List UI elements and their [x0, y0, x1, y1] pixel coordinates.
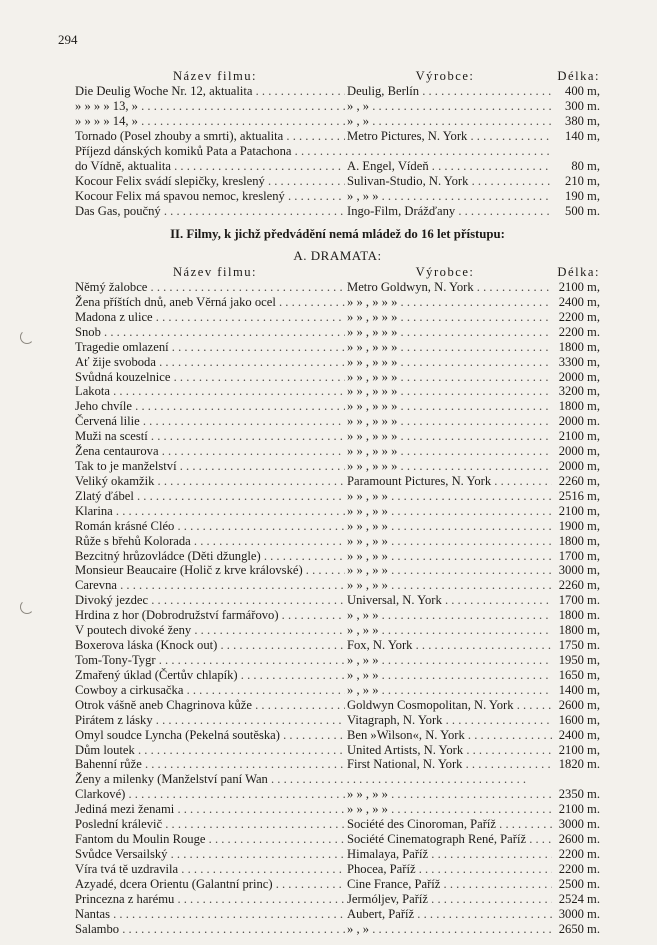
film-name: Červená lilie . . .	[75, 414, 345, 429]
film-name: Kocour Felix svádí slepičky, kreslený . . .	[75, 174, 345, 189]
film-producer: A. Engel, Vídeň . . .	[347, 159, 552, 174]
film-length: 2100 m,	[558, 429, 600, 444]
film-name: Snob . . .	[75, 325, 345, 340]
film-length: 2260 m,	[558, 578, 600, 593]
film-length: 210 m,	[565, 174, 600, 189]
film-length: 380 m,	[565, 114, 600, 129]
film-length: 2500 m.	[558, 876, 600, 891]
film-name: do Vídně, aktualita . . .	[75, 159, 345, 174]
film-length: 1700 m,	[558, 548, 600, 563]
film-name: Omyl soudce Lyncha (Pekelná soutěska) . . .	[75, 728, 345, 743]
film-name: Pirátem z lásky . . .	[75, 713, 345, 728]
film-producer: » » , » » » . . .	[347, 310, 552, 325]
film-length: 400 m,	[565, 84, 600, 98]
table-row	[75, 623, 600, 638]
film-producer: Universal, N. York . . .	[347, 593, 552, 608]
film-producer: United Artists, N. York . . .	[347, 743, 552, 758]
film-name: » » » » 13, » . . .	[75, 99, 345, 114]
table-row	[75, 683, 600, 698]
film-name: Veliký okamžik . . .	[75, 474, 345, 489]
subsection-title: A. DRAMATA:	[293, 248, 382, 263]
table-row	[75, 862, 600, 877]
film-length: 1600 m,	[558, 712, 600, 727]
table-row	[75, 668, 600, 683]
table-row	[75, 787, 600, 802]
film-length: 1700 m.	[558, 593, 600, 608]
film-name: Otrok vášně aneb Chagrinova kůže . . .	[75, 698, 345, 713]
film-producer: Phocea, Paříž . . .	[347, 862, 552, 877]
film-name: Clarkové) . . .	[75, 787, 345, 802]
film-name: Žena příštích dnů, aneb Věrná jako ocel . . .	[75, 295, 345, 310]
header-length: Délka:	[557, 265, 600, 279]
film-producer: Metro Goldwyn, N. York . . .	[347, 280, 552, 295]
table-row	[75, 159, 600, 174]
film-length: 500 m.	[565, 204, 600, 219]
table-row	[75, 114, 600, 129]
film-producer: » , » » . . .	[347, 653, 552, 668]
film-length: 2200 m,	[558, 309, 600, 324]
film-producer: » » , » » . . .	[347, 534, 552, 549]
table-row	[75, 370, 600, 385]
table-row	[75, 444, 600, 459]
film-length: 2516 m,	[558, 488, 600, 503]
film-length: 300 m.	[565, 99, 600, 114]
film-length: 1950 m,	[558, 653, 600, 667]
table-row	[75, 99, 600, 114]
film-producer: Goldwyn Cosmopolitan, N. York . . .	[347, 698, 552, 713]
film-name: Tornado (Posel zhouby a smrti), aktualita . . .	[75, 129, 345, 144]
film-producer: » » , » » » . . .	[347, 325, 552, 340]
film-length: 1750 m.	[558, 638, 600, 653]
table-row	[75, 578, 600, 593]
film-producer: » » , » » » . . .	[347, 340, 552, 355]
table-row	[75, 325, 600, 340]
table-row	[75, 698, 600, 713]
film-producer: » » , » » . . .	[347, 519, 552, 534]
film-producer: » » , » » » . . .	[347, 355, 552, 370]
table-header	[75, 265, 600, 280]
film-producer: » » , » » » . . .	[347, 399, 552, 414]
film-name: Azyadé, dcera Orientu (Galantní princ) . . .	[75, 877, 345, 892]
film-producer: » » , » » » . . .	[347, 370, 552, 385]
film-length: 2600 m,	[558, 697, 600, 712]
film-name: Poslední králevič . . .	[75, 817, 345, 832]
film-name: Monsieur Beaucaire (Holič z krve královské) . . .	[75, 563, 345, 578]
film-length: 2600 m.	[558, 832, 600, 847]
header-name: Název filmu:	[172, 265, 258, 279]
film-length: 1800 m,	[558, 339, 600, 354]
film-length: 140 m,	[565, 129, 600, 144]
film-producer: Ingo-Film, Drážďany . . .	[347, 204, 552, 219]
film-producer: » , » . . .	[347, 114, 552, 129]
table-row	[75, 399, 600, 414]
table-row	[75, 310, 600, 325]
table-row	[75, 728, 600, 743]
table-row	[75, 743, 600, 758]
table-row	[75, 519, 600, 534]
film-length: 3000 m.	[558, 906, 600, 921]
film-producer: Fox, N. York . . .	[347, 638, 552, 653]
film-length: 2100 m,	[558, 503, 600, 518]
header-length: Délka:	[557, 69, 600, 83]
film-producer: » , » . . .	[347, 99, 552, 114]
film-length: 80 m,	[571, 159, 600, 174]
film-producer: » , » » . . .	[347, 683, 552, 698]
film-producer: » , » » . . .	[347, 668, 552, 683]
film-length: 1800 m,	[558, 623, 600, 638]
film-producer: » » , » » » . . .	[347, 384, 552, 399]
table-row	[75, 144, 600, 159]
film-producer: Sulivan-Studio, N. York . . .	[347, 174, 552, 189]
table-row	[75, 832, 600, 847]
film-length: 2650 m.	[558, 921, 600, 936]
film-length: 190 m,	[565, 189, 600, 204]
film-producer: Société des Cinoroman, Paříž . . .	[347, 817, 552, 832]
table-row	[75, 638, 600, 653]
film-producer: Himalaya, Paříž . . .	[347, 847, 552, 862]
film-producer: Cine France, Paříž . . .	[347, 877, 552, 892]
table-row	[75, 549, 600, 564]
film-producer: » » , » » . . .	[347, 504, 552, 519]
table-row	[75, 653, 600, 668]
table-row	[75, 892, 600, 907]
film-producer: Société Cinematograph René, Paříž . . .	[347, 832, 552, 847]
film-length: 1650 m,	[558, 667, 600, 682]
film-length: 2100 m,	[558, 742, 600, 757]
film-name: Víra tvá tě uzdravila . . .	[75, 862, 345, 877]
header-producer: Výrobce:	[415, 69, 475, 83]
table-row	[75, 593, 600, 608]
table-row	[75, 340, 600, 355]
table-row	[75, 907, 600, 922]
table-row	[75, 608, 600, 623]
film-name: Madona z ulice . . .	[75, 310, 345, 325]
film-length: 1900 m,	[558, 518, 600, 533]
film-producer: » » , » » » . . .	[347, 459, 552, 474]
table-row	[75, 355, 600, 370]
film-name: Princezna z harému . . .	[75, 892, 345, 907]
film-length: 2524 m.	[558, 891, 600, 906]
film-length: 2400 m,	[558, 294, 600, 309]
film-length: 3200 m,	[558, 384, 600, 399]
film-length: 2260 m,	[558, 473, 600, 488]
table-row	[75, 204, 600, 219]
film-producer: » » , » » » . . .	[347, 429, 552, 444]
table-row	[75, 922, 600, 937]
film-producer: » » , » » . . .	[347, 787, 552, 802]
film-name: Němý žalobce . . .	[75, 280, 345, 295]
film-producer: » » , » » » . . .	[347, 444, 552, 459]
film-name: Ať žije svoboda . . .	[75, 355, 345, 370]
film-name: Fantom du Moulin Rouge . . .	[75, 832, 345, 847]
film-length: 1820 m.	[558, 757, 600, 772]
film-producer: » , » » . . .	[347, 608, 552, 623]
film-producer: Jermóljev, Paříž . . .	[347, 892, 552, 907]
film-producer: » » , » » » . . .	[347, 295, 552, 310]
film-producer: » » , » » . . .	[347, 578, 552, 593]
film-name: Boxerova láska (Knock out) . . .	[75, 638, 345, 653]
film-producer: Aubert, Paříž . . .	[347, 907, 552, 922]
film-name: Román krásné Cléo . . .	[75, 519, 345, 534]
table-row	[75, 414, 600, 429]
film-name: Divoký jezdec . . .	[75, 593, 345, 608]
film-name: Zmařený úklad (Čertův chlapík) . . .	[75, 668, 345, 683]
table-row	[75, 877, 600, 892]
binding-hole-mark	[20, 330, 34, 344]
film-producer: » , » » . . .	[347, 189, 552, 204]
table-row	[75, 295, 600, 310]
film-producer: Vitagraph, N. York . . .	[347, 713, 552, 728]
film-producer: » » , » » . . .	[347, 489, 552, 504]
table-row	[75, 489, 600, 504]
table-row	[75, 129, 600, 144]
film-name: Cowboy a cirkusačka . . .	[75, 683, 345, 698]
page-number: 294	[58, 32, 78, 47]
table-row	[75, 772, 600, 787]
film-name: Příjezd dánských komiků Pata a Patachona . . .	[75, 144, 595, 159]
table-row	[75, 174, 600, 189]
film-name: Jediná mezi ženami . . .	[75, 802, 345, 817]
film-producer: » » , » » . . .	[347, 563, 552, 578]
table-row	[75, 504, 600, 519]
table-row	[75, 189, 600, 204]
film-name: Nantas . . .	[75, 907, 345, 922]
film-name: Salambo . . .	[75, 922, 345, 937]
film-length: 3000 m.	[558, 817, 600, 832]
film-name: Lakota . . .	[75, 384, 345, 399]
film-length: 2000 m,	[558, 369, 600, 384]
film-name: Bezcitný hrůzovládce (Děti džungle) . . .	[75, 549, 345, 564]
section-title: II. Filmy, k jichž předvádění nemá mládež do 16 let přístupu:	[170, 227, 505, 241]
table-row	[75, 817, 600, 832]
film-name: Tom-Tony-Tygr . . .	[75, 653, 345, 668]
film-length: 1400 m,	[558, 682, 600, 697]
table-row	[75, 84, 600, 99]
film-length: 2000 m,	[558, 459, 600, 474]
film-name: Muži na scestí . . .	[75, 429, 345, 444]
film-producer: Deulig, Berlín . . .	[347, 84, 552, 99]
film-producer: Paramount Pictures, N. York . . .	[347, 474, 552, 489]
film-producer: » » , » » . . .	[347, 549, 552, 564]
film-name: Carevna . . .	[75, 578, 345, 593]
film-name: Svůdná kouzelnice . . .	[75, 370, 345, 385]
film-name: Kocour Felix má spavou nemoc, kreslený . . .	[75, 189, 345, 204]
film-name: Klarina . . .	[75, 504, 345, 519]
film-name: Das Gas, poučný . . .	[75, 204, 345, 219]
film-producer: » , » » . . .	[347, 623, 552, 638]
film-name: V poutech divoké ženy . . .	[75, 623, 345, 638]
table-row	[75, 563, 600, 578]
film-name: Ženy a milenky (Manželství paní Wan . . .	[75, 772, 595, 787]
table-row	[75, 384, 600, 399]
film-name: Dům loutek . . .	[75, 743, 345, 758]
film-length: 1800 m,	[558, 533, 600, 548]
film-name: Tragedie omlazení . . .	[75, 340, 345, 355]
film-name: » » » » 14, » . . .	[75, 114, 345, 129]
table-row	[75, 757, 600, 772]
film-length: 2200 m.	[558, 846, 600, 861]
film-name: Die Deulig Woche Nr. 12, aktualita . . .	[75, 84, 345, 99]
film-name: Svůdce Versailský . . .	[75, 847, 345, 862]
film-producer: Metro Pictures, N. York . . .	[347, 129, 552, 144]
table-row	[75, 802, 600, 817]
header-name: Název filmu:	[172, 69, 258, 83]
film-name: Hrdina z hor (Dobrodružství farmářovo) . . .	[75, 608, 345, 623]
table-row	[75, 280, 600, 295]
film-name: Tak to je manželství . . .	[75, 459, 345, 474]
header-producer: Výrobce:	[415, 265, 475, 279]
film-producer: » , » . . .	[347, 922, 552, 937]
film-length: 2350 m.	[558, 787, 600, 802]
film-producer: First National, N. York . . .	[347, 757, 552, 772]
film-name: Růže s břehů Kolorada . . .	[75, 534, 345, 549]
film-length: 2400 m,	[558, 727, 600, 742]
film-producer: Ben »Wilson«, N. York . . .	[347, 728, 552, 743]
film-length: 1800 m,	[558, 399, 600, 414]
table-header	[75, 69, 600, 84]
table-row	[75, 459, 600, 474]
film-length: 2200 m.	[558, 861, 600, 876]
film-name: Žena centaurova . . .	[75, 444, 345, 459]
film-length: 2100 m.	[558, 802, 600, 817]
table-row	[75, 713, 600, 728]
film-length: 2000 m,	[558, 444, 600, 459]
film-name: Zlatý ďábel . . .	[75, 489, 345, 504]
film-producer: » » , » » » . . .	[347, 414, 552, 429]
table-row	[75, 429, 600, 444]
table-row	[75, 474, 600, 489]
film-name: Jeho chvíle . . .	[75, 399, 345, 414]
film-length: 2200 m.	[558, 324, 600, 339]
table-row	[75, 847, 600, 862]
film-producer: » » , » » . . .	[347, 802, 552, 817]
film-length: 3300 m,	[558, 354, 600, 369]
film-length: 2100 m,	[558, 280, 600, 294]
table-row	[75, 534, 600, 549]
film-length: 1800 m.	[558, 608, 600, 623]
film-length: 2000 m.	[558, 414, 600, 429]
film-length: 3000 m,	[558, 563, 600, 578]
film-name: Bahenní růže . . .	[75, 757, 345, 772]
binding-hole-mark	[20, 600, 34, 614]
